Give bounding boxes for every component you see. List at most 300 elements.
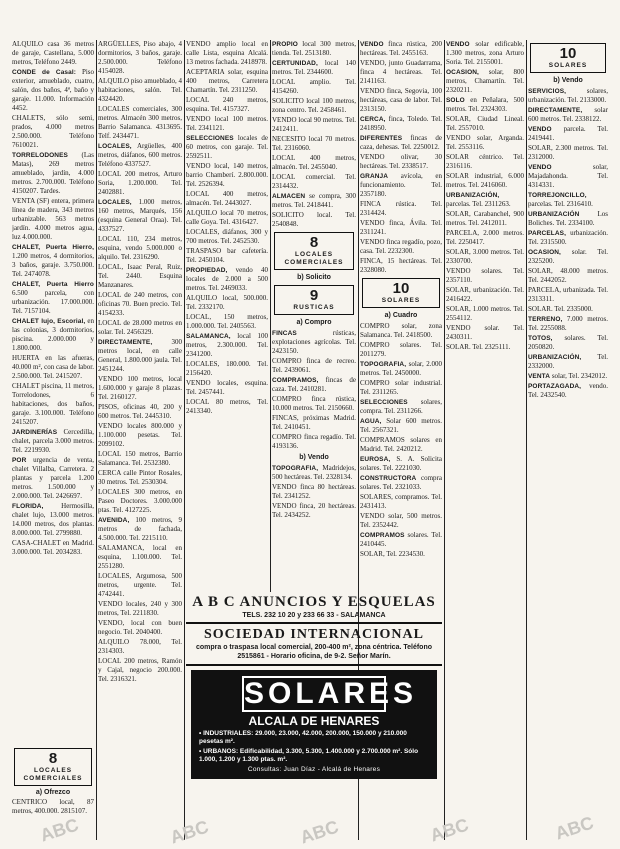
classified-ad-text: LOCAL 240 metros, esquina. Tel. 4157327. <box>186 96 268 113</box>
classified-ad-lead: SALAMANCA, <box>186 333 231 340</box>
classified-ad <box>98 263 182 290</box>
classified-ad-text: LOCALES 300 metros, en Paseo Doctores. 3.000.000 ptas. Tel. 4127225. <box>98 488 182 514</box>
classified-ad <box>12 798 94 816</box>
classified-ad-text: compra solares. Tel. 2321033. <box>360 474 442 491</box>
classified-ad-lead: TOTOS, <box>528 335 553 342</box>
classified-ad-text: VENDO finca regadío, pozo, casa. Tel. 2232300. <box>360 238 442 255</box>
classified-ad-text: SOLAR, 48.000 metros. Tel. 2442052. <box>528 267 608 284</box>
classified-ad <box>528 305 608 314</box>
classified-ad-text: local 100 metros, 2.300.000. Tel. 2341200. <box>186 332 268 358</box>
classified-ad-text: en las colonias, 3 dormitorios, piscina. 2.000.000 y 1.800.000. <box>12 317 94 352</box>
section-title: SOLARES <box>548 62 588 69</box>
subhead-cuadro: a) Cuadro <box>384 312 418 319</box>
classified-ad <box>272 116 356 134</box>
classified-ad-text: solar, Tel. 2342012. <box>551 372 608 380</box>
classified-ad-lead: TOPOGRAFIA, <box>272 465 319 472</box>
classified-ad <box>528 144 608 162</box>
classified-ad-text: FINCA rústica. Tel. 2314424. <box>360 200 442 217</box>
classified-ad-text: 1.000 metros, 160 metros, Marqués, 156 (esquina General Oraa). Tel. 4337527. <box>98 198 182 233</box>
classified-ad-lead: CHALET, Puerta Hierro, <box>12 244 94 251</box>
classified-ad-text: VENDO local 100 metros. Tel. 2341121. <box>186 115 268 132</box>
classified-ad-text: 1.200 metros, 4 dormitorios, 3 baños, garaje. 3.750.000. Tel. 2474078. <box>12 252 94 278</box>
classified-ad <box>272 211 356 229</box>
classified-ad-lead: CONDE de Casal: <box>12 69 77 76</box>
classified-ad <box>360 238 442 256</box>
classified-ad-text: solar 600 metros. Tel. 2338122. <box>528 106 608 123</box>
classified-ad <box>528 315 608 333</box>
classified-ad-text: CHALETS, sólo semi, prados, 4.000 metros 2.500.000. Teléfono 7610021. <box>12 114 94 149</box>
classified-ad <box>360 474 442 492</box>
classified-ad <box>98 142 182 169</box>
classified-ad <box>528 372 608 381</box>
classified-ad <box>360 59 442 86</box>
section-header-locales <box>14 748 92 786</box>
classified-ad-text: parcelas. Tel. 2311263. <box>446 200 511 208</box>
classified-ad-text: solar, 800 metros, Chamartín. Tel. 2320211. <box>446 68 524 94</box>
classified-ad <box>446 324 524 342</box>
classified-ad-text: (Las Matas), 269 metros amueblado, jardín, 4.000 metros. 2.700.000. Teléfono 4150207. Tardes. <box>12 151 94 195</box>
classified-ad <box>186 247 268 265</box>
section-title: SOLARES <box>381 297 421 304</box>
classified-ad-text: COMPRAMOS solares en Madrid. Tel. 2420212. <box>360 436 442 453</box>
classified-ad-text: SOLICITO local 100 metros, zona centro. Tel. 2458461. <box>272 97 356 114</box>
classified-ad-lead: POR <box>12 457 27 464</box>
classified-ad <box>528 125 608 143</box>
column-1 <box>12 40 94 840</box>
classified-ad-text: Tel. 2332000. <box>528 353 608 370</box>
classified-ad <box>98 638 182 656</box>
classified-ad-lead: COMPRAMOS <box>360 532 405 539</box>
classified-ad-text: ARGÜELLES, Piso abajo, 4 dormitorios, 3 baños, garaje. 2.500.000. Teléfono 4154028. <box>98 40 182 75</box>
column-1-footer-ads <box>12 798 94 817</box>
classified-ad-text: locales de 60 metros, con garaje. Tel. 2592511. <box>186 134 268 160</box>
classified-ad-lead: TOPOGRAFIA, <box>360 361 407 368</box>
classified-ad-text: SOLAR, Ciudad Lineal. Tel. 2557010. <box>446 115 524 132</box>
classified-ad <box>12 456 94 501</box>
classified-ad <box>360 379 442 397</box>
classified-ad-text: SOLAR, 2.300 metros. Tel. 2312000. <box>528 144 608 161</box>
classified-ad <box>446 229 524 247</box>
section-number: 10 <box>392 280 410 297</box>
classified-ad <box>360 200 442 218</box>
section-number: 8 <box>309 234 319 251</box>
classified-ad-lead: FLORIDA, <box>12 503 44 510</box>
classified-ad <box>12 428 94 455</box>
classified-ad <box>98 516 182 543</box>
column-divider <box>96 40 97 840</box>
solares-ad-item: • URBANOS: Edificabilidad, 3.300, 5.300, 1.400.000 y 2.700.000 m². Sólo 1.000, 1.200 y 1.300 ptas. m². <box>199 748 419 763</box>
classified-ad-text: LOCAL 400 metros, almacén. Tel. 2455040. <box>272 154 356 171</box>
classified-ad-text: COMPRO finca de recreo. Tel. 2439061. <box>272 357 356 374</box>
classified-ad <box>272 357 356 375</box>
classified-ad-text: LOCAL 110, 234 metros, esquina, vendo 5.000.000 o alquilo. Tel. 2316290. <box>98 235 182 261</box>
classified-ad <box>12 114 94 150</box>
abc-ad-phones: TELS. 232 10 20 y 233 66 33 - SALAMANCA <box>242 612 386 619</box>
abc-watermark: ABC <box>37 814 81 846</box>
section-number: 9 <box>309 287 319 304</box>
classified-ad <box>186 40 268 67</box>
classified-ad-text: solar, Majadahonda. Tel. 4314331. <box>528 163 608 189</box>
classified-ad <box>528 267 608 285</box>
classified-ad <box>186 115 268 133</box>
classified-ad <box>186 360 268 378</box>
classified-ad <box>360 360 442 378</box>
classified-ad-lead: SELECCIONES <box>360 399 408 406</box>
classified-ad-text: Cercedilla, chalet, parcela 3.000 metros. Tel. 2219930. <box>12 428 94 454</box>
classified-ad <box>98 291 182 318</box>
solares-ad-item: • INDUSTRIALES: 29.000, 23.000, 42.000, 200.000, 150.000 y 210.000 pesetas m². <box>199 730 407 745</box>
classified-ad-text: CHALET piscina, 11 metros, Torrelodones, 6 habitaciones, dos baños, garaje. 3.100.000. Teléfono 2415207. <box>12 382 94 426</box>
classified-ad-lead: CHALET lujo, Escorial, <box>12 318 86 325</box>
classifieds-page <box>12 40 608 840</box>
classified-ad-text: solares. Tel. 2050820. <box>528 334 608 351</box>
classified-ad-text: VENDO solar. Tel. 2430311. <box>446 324 524 341</box>
classified-ad-text: solares, compra. Tel. 2311266. <box>360 398 442 415</box>
abc-watermark: ABC <box>552 812 596 844</box>
section-title: RUSTICAS <box>293 304 335 311</box>
classified-ad-text: HUERTA en las afueras, 40.000 m², con casa de labor. 2.500.000. Tel. 2415207. <box>12 354 94 380</box>
classified-ad <box>528 87 608 105</box>
classified-ad-text: rústicas, explotaciones agrícolas. Tel. 2423150. <box>272 329 356 355</box>
classified-ad-text: LOCAL de 240 metros, con oficinas 70. Buen precio. Tel. 4154233. <box>98 291 182 317</box>
classified-ad-text: SOLAR, 1.000 metros. Tel. 2554112. <box>446 305 524 322</box>
column-divider <box>444 40 445 840</box>
classified-ad-text: VENDO finca, 20 hectáreas. Tel. 2434252. <box>272 502 356 519</box>
column-divider <box>184 40 185 840</box>
solares-ad-place: ALCALA DE HENARES <box>248 714 380 728</box>
classified-ad <box>12 68 94 113</box>
ad-block <box>186 594 442 840</box>
classified-ad <box>360 257 442 275</box>
classified-ad-text: finca, Toledo. Tel. 2418950. <box>360 115 442 132</box>
classified-ad-text: vendo. Tel. 2432540. <box>528 382 608 399</box>
classified-ad-lead: PROPIEDAD, <box>186 267 228 274</box>
classified-ad <box>446 210 524 228</box>
classified-ad <box>446 134 524 152</box>
classified-ad-text: Hermosilla, chalet lujo, 13.000 metros. 14.000 metros, dos plantas. 8.000.000. Tel. 2799880. <box>12 502 94 537</box>
classified-ad <box>528 248 608 266</box>
classified-ad-text: local 300 metros, tienda. Tel. 2513180. <box>272 40 356 57</box>
classified-ad-text: NECESITO local 70 metros. Tel. 2316060. <box>272 135 356 152</box>
classified-ad-text: ALQUILO 78.000, Tel. 2314303. <box>98 638 182 655</box>
classified-ad <box>12 354 94 381</box>
classified-ad <box>272 329 356 356</box>
classified-ad <box>12 382 94 427</box>
classified-ad <box>98 77 182 104</box>
classified-ad-text: VENDO, local con buen negocio. Tel. 2040400. <box>98 619 182 636</box>
classified-ad-lead: FINCAS <box>272 330 297 337</box>
classified-ad <box>360 115 442 133</box>
abc-ad <box>186 594 442 624</box>
classified-ad <box>360 455 442 473</box>
classified-ad-text: PISOS, oficinas 40, 200 y 600 metros. Tel. 2445310. <box>98 403 182 420</box>
abc-watermark: ABC <box>167 816 211 848</box>
classified-ad <box>98 600 182 618</box>
column-divider <box>526 40 527 840</box>
classified-ad-text: VENDO locales, esquina. Tel. 2457441. <box>186 379 268 396</box>
classified-ad-text: SALAMANCA, local en esquina, 1.100.000. Tel. 2551280. <box>98 544 182 570</box>
classified-ad-lead: VENDO <box>446 41 470 48</box>
classified-ad <box>272 154 356 172</box>
subhead-vendo: b) Vendo <box>299 454 329 461</box>
classified-ad <box>12 197 94 242</box>
classified-ad-lead: CERTUNIDAD, <box>272 60 318 67</box>
classified-ad <box>360 341 442 359</box>
classified-ad <box>272 173 356 191</box>
classified-ad-lead: OCASION, <box>446 69 479 76</box>
classified-ad-lead: CONSTRUCTORA <box>360 475 417 482</box>
classified-ad-text: VENDO local 90 metros. Tel. 2412411. <box>272 116 356 133</box>
classified-ad-text: SOLAR céntrico. Tel. 2316116. <box>446 153 524 170</box>
classified-ad <box>528 382 608 400</box>
classified-ad <box>446 267 524 285</box>
classified-ad-text: VENDO solar, Arganda. Tel. 2553116. <box>446 134 524 151</box>
solares-ad-box <box>191 670 437 779</box>
classified-ad-text: PARCELA, urbanizada. Tel. 2313311. <box>528 286 608 303</box>
classified-ad-text: ALQUILO local 70 metros, calle Goya. Tel. 4316427. <box>186 209 268 226</box>
classified-ad-text: VENDO locales 800.000 y 1.100.000 pesetas. Tel. 2099102. <box>98 422 182 448</box>
solares-ad-title: SOLARES <box>244 677 418 710</box>
classified-ad-lead: CHALET, Puerta Hierro <box>12 281 94 288</box>
classified-ad-text: 100 metros, 9 metros de fachada, 4.500.000. Tel. 2215110. <box>98 516 182 542</box>
classified-ad <box>446 305 524 323</box>
classified-ad-lead: URBANIZACIÓN <box>528 211 580 218</box>
classified-ad <box>186 190 268 208</box>
solares-ad-list <box>199 730 429 764</box>
subhead-solicito: b) Solicito <box>297 274 331 281</box>
classified-ad-text: SOLARES, compramos. Tel. 2431413. <box>360 493 442 510</box>
classified-ad <box>12 539 94 557</box>
classified-ad-lead: GRANJA <box>360 173 389 180</box>
classified-ad-text: VENDO finca 80 hectáreas. Tel. 2341252. <box>272 483 356 500</box>
column-divider <box>270 40 271 592</box>
classified-ad-lead: URBANIZACIÓN, <box>528 354 582 361</box>
classified-ad-lead: PARCELAS, <box>528 230 566 237</box>
classified-ad-text: SOLAR. Tel. 2325111. <box>446 343 511 351</box>
classified-ad-lead: TORREJONCILLO, <box>528 192 587 199</box>
classified-ad-text: parcela. Tel. 2419441. <box>528 125 608 142</box>
classified-ad-text: LOCAL, Isaac Peral, Ruiz, Tel. 2440. Esquina Manzanares. <box>98 263 182 289</box>
classified-ad-text: LOCALES comerciales, 300 metros. Almacén 300 metros, Barrio Salamanca. 4313695. Telf. 2434471. <box>98 105 182 140</box>
classified-ad-text: LOCAL 400 metros, almacén. Tel. 2443027. <box>186 190 268 207</box>
classified-ad-lead: AGUA, <box>360 418 382 425</box>
classified-ad <box>186 294 268 312</box>
section-header-solares <box>362 278 440 308</box>
classified-ad <box>12 280 94 316</box>
classified-ad-text: urgencia de venta, chalet Villalba, Carretera. 2 plantas y parcela 1.200 metros. 1.500.000 y 2.000.000. Tel. 2426697. <box>12 456 94 500</box>
classified-ad-text: solar. Tel. 2325200. <box>528 248 608 265</box>
classified-ad <box>272 40 356 58</box>
classified-ad <box>360 398 442 416</box>
classified-ad <box>360 40 442 58</box>
classified-ad-text: SOLAR, Tel. 2234530. <box>360 550 425 558</box>
classified-ad <box>446 172 524 190</box>
classified-ad-text: LOCAL 200 metros, Arturo Soria, 1.200.000. Tel. 2402881. <box>98 170 182 196</box>
classified-ad-text: ALQUILO piso amueblado, 4 habitaciones, salón. Tel. 4324420. <box>98 77 182 103</box>
classified-ad <box>98 488 182 515</box>
classified-ad-text: Argüelles, 400 metros, diáfanos, 600 metros. Teléfono 4337527. <box>98 142 182 168</box>
classified-ad-text: VENDO locales, 240 y 300 metros, Tel. 2211830. <box>98 600 182 617</box>
classified-ad-text: SOLICITO local. Tel. 2540848. <box>272 211 356 228</box>
classified-ad <box>12 243 94 279</box>
classified-ad-text: TRASPASO bar cafetería. Tel. 2450104. <box>186 247 268 264</box>
classified-ad-text: SOLAR, Carabanchel, 900 metros. Tel. 2412011. <box>446 210 524 227</box>
subhead-ofrezco: a) Ofrezco <box>35 789 71 796</box>
classified-ad-text: SOLAR. Tel. 2335000. <box>528 305 593 313</box>
classified-ad-text: LOCALES, 180.000. Tel. 2156420. <box>186 360 268 377</box>
classified-ad-text: LOCAL amplio. Tel. 4154260. <box>272 78 356 95</box>
column-7 <box>528 40 608 840</box>
classified-ad-lead: JARDINERÍAS <box>12 429 58 436</box>
classified-ad <box>98 403 182 421</box>
sociedad-ad <box>186 624 442 666</box>
classified-ad-text: vendo 40 locales de 2.000 a 500 metros. Tel. 2469033. <box>186 266 268 292</box>
classified-ad-text: LOCAL 200 metros, Ramón y Cajal, negocio 200.000. Tel. 2316321. <box>98 657 182 683</box>
classified-ad-text: CENTRICO local, 87 metros, 400.000. 2815107. <box>12 798 94 815</box>
classified-ad <box>12 151 94 196</box>
classified-ad <box>186 379 268 397</box>
column-1-bottom <box>12 745 94 817</box>
classified-ad-text: VENDO solares. Tel. 2357110. <box>446 267 524 284</box>
classified-ad-text: COMPRO solar, zona Salamanca. Tel. 2418500. <box>360 322 442 339</box>
classified-ad-text: 7.000 metros. Tel. 2255088. <box>528 315 608 332</box>
classified-ad-lead: LOCALES, <box>98 143 132 150</box>
classified-ad <box>186 209 268 227</box>
classified-ad-lead: VENDO <box>528 126 552 133</box>
classified-ad <box>528 106 608 124</box>
classified-ad <box>98 450 182 468</box>
classified-ad-text: VENDO olivar, 30 hectáreas. Tel. 2338517. <box>360 153 442 170</box>
classified-ad-text: ALQUILO local, 500.000. Tel. 2332170. <box>186 294 268 311</box>
classified-ad-lead: AVENIDA, <box>98 517 130 524</box>
classified-ad-text: Los Boliches. Tel. 2334100. <box>528 210 608 227</box>
classified-ad-text: COMPRO finca rústica, 10.000 metros. Tel. 2150660. <box>272 395 356 412</box>
classified-ad <box>272 464 356 482</box>
classified-ad-text: solar, 2.000 metros. Tel. 2450000. <box>360 360 442 377</box>
section-header-locales <box>274 232 354 270</box>
classified-ad-text: urbanización. Tel. 2315500. <box>528 229 608 246</box>
classified-ad-text: VENDO, junto Guadarrama, finca 4 hectáreas. Tel. 2141163. <box>360 59 442 85</box>
classified-ad-lead: PROPIO <box>272 41 298 48</box>
classified-ad-lead: SERVICIOS, <box>528 88 567 95</box>
classified-ad <box>272 59 356 77</box>
classified-ad <box>272 414 356 432</box>
classified-ad <box>360 512 442 530</box>
classified-ad <box>272 433 356 451</box>
classified-ad-text: VENDO solar, 500 metros. Tel. 2352442. <box>360 512 442 529</box>
classified-ad <box>186 96 268 114</box>
classified-ad <box>186 228 268 246</box>
classified-ad-lead: VENTA <box>528 373 551 380</box>
classified-ad <box>528 163 608 190</box>
classified-ad <box>446 40 524 67</box>
classified-ad-text: VENDO 100 metros, local 1.600.000 y garaje 8 plazas. Tel. 2160127. <box>98 375 182 401</box>
solares-ad <box>186 670 442 779</box>
classified-ad-text: LOCAL comercial. Tel. 2314432. <box>272 173 356 190</box>
classified-ad <box>186 162 268 189</box>
column-2 <box>98 40 182 840</box>
classified-ad <box>98 469 182 487</box>
subhead-vendo: b) Vendo <box>553 77 583 84</box>
classified-ad-lead: SOLO <box>446 97 465 104</box>
classified-ad <box>186 313 268 331</box>
classified-ad-text: COMPRO solares. Tel. 2011279. <box>360 341 442 358</box>
classified-ad-text: FINCAS, próximas Madrid. Tel. 2410451. <box>272 414 356 431</box>
classified-ad <box>272 192 356 210</box>
classified-ad <box>272 483 356 501</box>
classified-ad <box>528 210 608 228</box>
classified-ad <box>98 544 182 571</box>
classified-ad <box>360 550 442 559</box>
section-header-solares <box>530 43 606 73</box>
classified-ad-text: COMPRO finca regadío. Tel. 4193136. <box>272 433 356 450</box>
classified-ad <box>360 87 442 114</box>
classified-ad-text: se compra, 300 metros. Tel. 2418441. <box>272 192 356 209</box>
classified-ad <box>98 198 182 234</box>
classified-ad <box>446 343 524 352</box>
classified-ad <box>98 422 182 449</box>
classified-ad-text: CERCA calle Pintor Rosales, 30 metros. Tel. 2530304. <box>98 469 182 486</box>
classified-ad <box>272 395 356 413</box>
classified-ad-text: LOCAL, 150 metros, 1.000.000. Tel. 2405563. <box>186 313 268 330</box>
classified-ad-text: parcelas. Tel. 2316410. <box>528 200 593 208</box>
classified-ad-lead: TORRELODONES <box>12 152 68 159</box>
classified-ad-text: ACEPTARIA solar, esquina 400 metros, Carretera Chamartín. Tel. 2311250. <box>186 68 268 94</box>
classified-ad <box>446 248 524 266</box>
solares-ad-footer: Consultas: Juan Díaz - Alcalá de Henares <box>247 766 381 773</box>
classified-ad-lead: PORTAZAGADA, <box>528 383 582 390</box>
classified-ad-text: SOLAR, 3.000 metros. Tel. 2330700. <box>446 248 524 265</box>
classified-ad <box>528 286 608 304</box>
column-4 <box>272 40 356 610</box>
classified-ad-lead: TERRENO, <box>528 316 563 323</box>
classified-ad-text: Piso exterior, amueblado, cuatro, salón, dos baños, 4ª, baño y garaje. 11.000. Información 4452. <box>12 68 94 112</box>
classified-ad <box>98 619 182 637</box>
classified-ad-text: solar edificable, 1.300 metros, zona Arturo Soria. Tel. 2155001. <box>446 40 524 66</box>
classified-ad <box>272 97 356 115</box>
classified-ad-text: PARCELA, 2.000 metros. Tel. 2250417. <box>446 229 524 246</box>
classified-ad-lead: URBANIZACIÓN, <box>446 192 500 199</box>
classified-ad-text: fincas de caza, dehesas. Tel. 2250012. <box>360 134 442 151</box>
classified-ad <box>446 68 524 95</box>
classified-ad-text: VENTA (SF) entera, primera línea de madera, 343 metros urbanizable. 563 metros jardín. 4.000 metros agua, luz 4.000.000. <box>12 197 94 241</box>
classified-ad <box>186 266 268 293</box>
classified-ad-text: LOCAL 150 metros, Barrio Salamanca. Tel. 2532380. <box>98 450 182 467</box>
classified-ad <box>360 153 442 171</box>
abc-watermark: ABC <box>297 816 341 848</box>
classified-ad-text: COMPRO solar industrial. Tel. 2311265. <box>360 379 442 396</box>
classified-ad <box>528 191 608 209</box>
classified-ad <box>12 40 94 67</box>
classified-ad-text: VENDO finca, Segovia, 100 hectáreas, casa de labor. Tel. 2313150. <box>360 87 442 113</box>
classified-ad <box>360 134 442 152</box>
classified-ad-lead: EUROSA, <box>360 456 391 463</box>
classified-ad-lead: LOCALES, <box>98 199 132 206</box>
classified-ad <box>360 417 442 435</box>
section-title: LOCALES COMERCIALES <box>23 767 83 782</box>
classified-ad-lead: COMPRAMOS, <box>272 377 319 384</box>
classified-ad-text: avícola, en funcionamiento. Tel. 2357180. <box>360 172 442 198</box>
abc-ad-title: A B C ANUNCIOS Y ESQUELAS <box>192 594 436 610</box>
classified-ad-text: 6.500 parcela, con urbanización. 17.000.000. Tel. 7157104. <box>12 289 94 315</box>
section-number: 10 <box>559 45 577 62</box>
classified-ad-lead: DIFERENTES <box>360 135 403 142</box>
classified-ad-text: S. A. Solicita solares. Tel. 2221030. <box>360 455 442 472</box>
classified-ad <box>186 398 268 416</box>
subhead-compro: a) Compro <box>296 319 332 326</box>
classified-ad <box>360 322 442 340</box>
classified-ad <box>12 502 94 538</box>
